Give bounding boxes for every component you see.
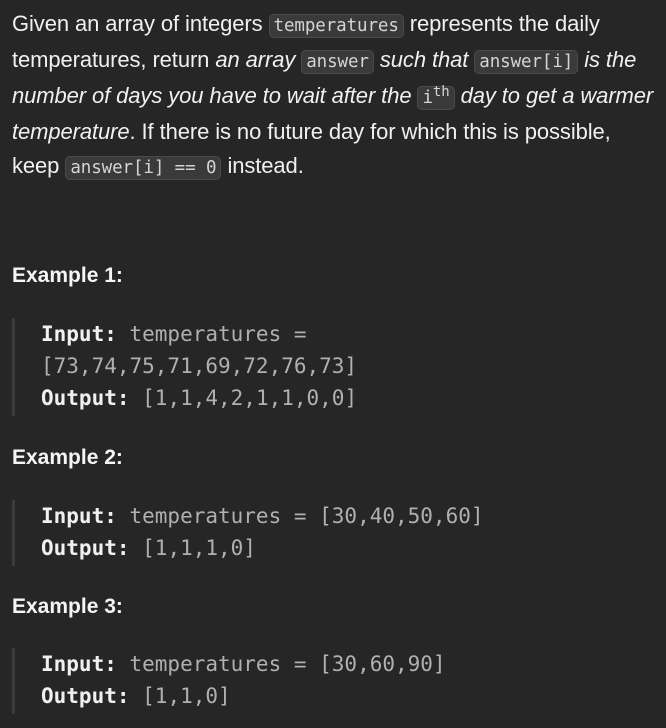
code-i: i — [422, 88, 433, 108]
emphasis-number-of-days: is the number of days you have to wait after the — [12, 47, 637, 108]
problem-statement — [12, 7, 656, 185]
example-1-output-line — [41, 382, 641, 414]
example-2-output-line — [41, 532, 641, 564]
example-2-input-line — [41, 500, 641, 532]
statement-text: . If there is no future day for which this is possible, keep — [12, 119, 611, 178]
input-value: temperatures = [30,60,90] — [116, 652, 446, 676]
code-temperatures: temperatures — [269, 14, 404, 38]
output-label: Output: — [41, 386, 130, 410]
output-value: [1,1,0] — [129, 684, 231, 708]
example-3-title: Example 3: — [12, 595, 123, 618]
example-1-input-line — [41, 318, 641, 350]
example-3-block — [12, 648, 641, 714]
input-label: Input: — [41, 652, 117, 676]
output-label: Output: — [41, 536, 130, 560]
example-3-input-line — [41, 648, 641, 680]
example-1-block — [12, 318, 641, 416]
code-answer: answer — [301, 50, 374, 74]
input-label: Input: — [41, 504, 117, 528]
code-answer-i: answer[i] — [474, 50, 578, 74]
statement-text: instead. — [221, 153, 304, 178]
example-3-output-line — [41, 680, 641, 712]
emphasis-such-that: such that — [373, 47, 475, 72]
output-value: [1,1,4,2,1,1,0,0] — [129, 386, 358, 410]
input-value: temperatures = — [116, 322, 307, 346]
code-answer-i-eq-0: answer[i] == 0 — [65, 156, 221, 180]
input-value: temperatures = [30,40,50,60] — [116, 504, 484, 528]
superscript-th: th — [432, 84, 450, 101]
statement-text: Given an array of integers — [12, 11, 269, 36]
emphasis-an-array: an array — [215, 47, 296, 72]
emphasis-warmer-temperature: day to get a warmer temperature — [12, 83, 654, 144]
output-value: [1,1,1,0] — [129, 536, 256, 560]
example-1-title: Example 1: — [12, 264, 123, 287]
example-2-title: Example 2: — [12, 446, 123, 469]
output-label: Output: — [41, 684, 130, 708]
example-1-input-continuation: [73,74,75,71,69,72,76,73] — [41, 354, 358, 378]
statement-text: represents the daily temperatures, return — [12, 11, 600, 72]
input-label: Input: — [41, 322, 117, 346]
example-2-block — [12, 500, 641, 566]
problem-statement-paragraph — [12, 7, 656, 185]
code-i-th — [417, 86, 454, 110]
